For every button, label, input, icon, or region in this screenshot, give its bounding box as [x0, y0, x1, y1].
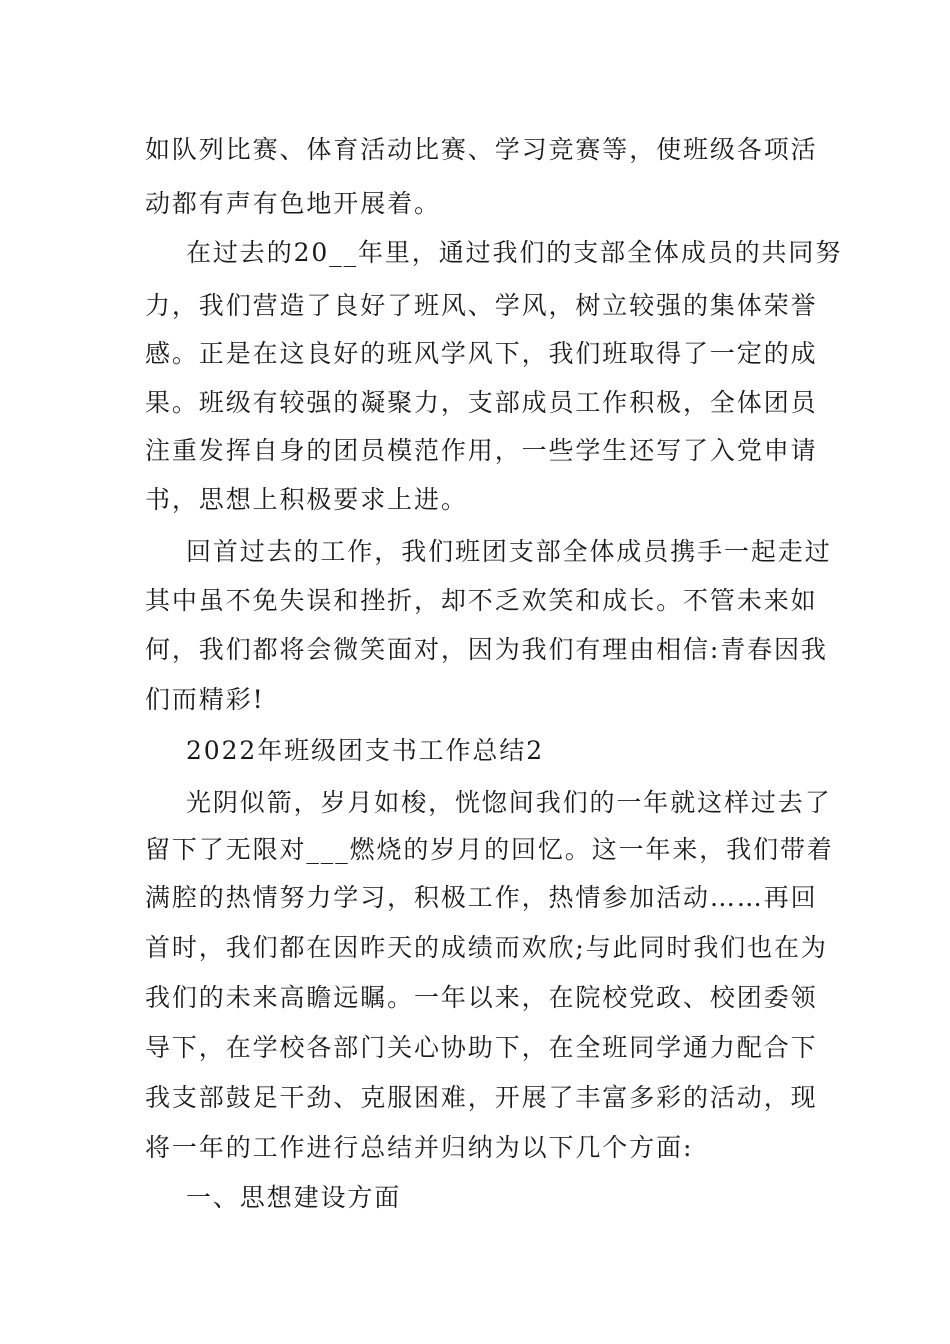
paragraph-4-line-5: 我们的未来高瞻远瞩。一年以来，在院校党政、校团委领 — [145, 983, 818, 1012]
paragraph-4-line-8: 将一年的工作进行总结并归纳为以下几个方面: — [145, 1133, 694, 1162]
text-line-1: 如队列比赛、体育活动比赛、学习竞赛等，使班级各项活 — [145, 135, 818, 164]
paragraph-3-line-2: 其中虽不免失误和挫折，却不乏欢笑和成长。不管未来如 — [145, 586, 818, 615]
section-title: 2022年班级团支书工作总结2 — [186, 736, 545, 765]
paragraph-2-line-3: 感。正是在这良好的班风学风下，我们班取得了一定的成 — [145, 339, 818, 368]
paragraph-2-line-5: 注重发挥自身的团员模范作用，一些学生还写了入党申请 — [145, 436, 818, 465]
paragraph-4-line-6: 导下，在学校各部门关心协助下，在全班同学通力配合下 — [145, 1033, 818, 1062]
paragraph-4-line-7: 我支部鼓足干劲、克服困难，开展了丰富多彩的活动，现 — [145, 1083, 818, 1112]
paragraph-2-line-6: 书，思想上积极要求上进。 — [145, 485, 468, 514]
paragraph-3-line-4: 们而精彩! — [145, 685, 265, 714]
paragraph-2-line-1: 在过去的20__年里，通过我们的支部全体成员的共同努 — [186, 238, 843, 267]
paragraph-2-line-2: 力，我们营造了良好了班风、学风，树立较强的集体荣誉 — [145, 291, 818, 320]
paragraph-4-line-4: 首时，我们都在因昨天的成绩而欢欣;与此同时我们也在为 — [145, 933, 828, 962]
text-line-2: 动都有声有色地开展着。 — [145, 189, 441, 218]
paragraph-3-line-3: 何，我们都将会微笑面对，因为我们有理由相信:青春因我 — [145, 635, 828, 664]
subsection-heading: 一、思想建设方面 — [186, 1183, 402, 1212]
paragraph-3-line-1: 回首过去的工作，我们班团支部全体成员携手一起走过 — [186, 537, 832, 566]
paragraph-4-line-2: 留下了无限对___燃烧的岁月的回忆。这一年来，我们带着 — [145, 835, 834, 864]
paragraph-4-line-1: 光阴似箭，岁月如梭，恍惚间我们的一年就这样过去了 — [186, 788, 832, 817]
paragraph-2-line-4: 果。班级有较强的凝聚力，支部成员工作积极，全体团员 — [145, 388, 818, 417]
paragraph-4-line-3: 满腔的热情努力学习，积极工作，热情参加活动……再回 — [145, 883, 818, 912]
